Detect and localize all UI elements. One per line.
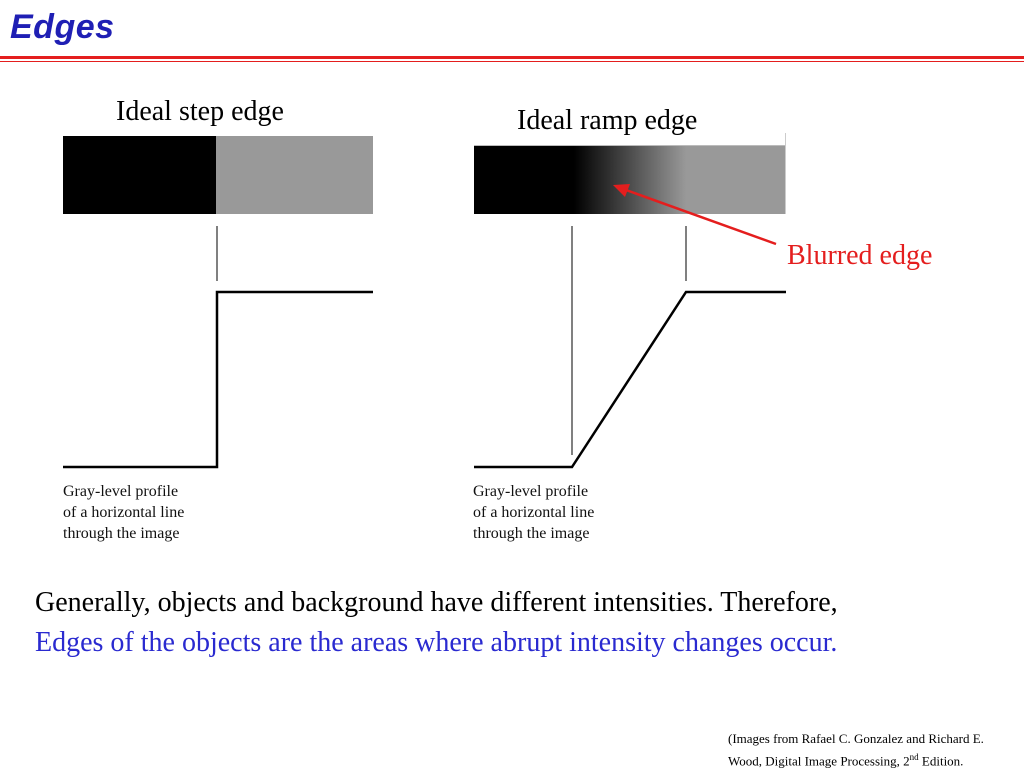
profile-caption-line: of a horizontal line xyxy=(63,504,185,521)
image-credit xyxy=(728,730,984,770)
credit-line-1: (Images from Rafael C. Gonzalez and Richard E. xyxy=(728,731,984,746)
step-edge-caption: Ideal step edge xyxy=(116,96,284,127)
credit-line-2-suffix: Edition. xyxy=(918,753,964,769)
ramp-edge-caption: Ideal ramp edge xyxy=(517,105,698,136)
ramp-profile-caption xyxy=(473,481,594,544)
blurred-edge-label: Blurred edge xyxy=(787,240,933,271)
slide-title: Edges xyxy=(10,8,115,46)
profile-caption-line: Gray-level profile xyxy=(473,483,589,500)
profile-caption-line: through the image xyxy=(473,525,590,542)
profile-caption-line: Gray-level profile xyxy=(63,483,179,500)
blurred-edge-arrowhead xyxy=(613,184,630,197)
step-profile-line xyxy=(63,292,373,467)
step-profile-caption xyxy=(63,481,184,544)
credit-line-2-prefix: Wood, Digital Image Processing, 2 xyxy=(728,753,910,769)
profile-caption-line: through the image xyxy=(63,525,180,542)
body-text-line-1: Generally, objects and background have different intensities. Therefore, xyxy=(35,587,838,618)
body-text-line-2: Edges of the objects are the areas where abrupt intensity changes occur. xyxy=(35,627,838,658)
blurred-edge-arrow xyxy=(626,190,776,244)
ramp-profile-line xyxy=(474,292,786,467)
profile-caption-line: of a horizontal line xyxy=(473,504,595,521)
credit-line-2 xyxy=(728,748,984,770)
credit-line-2-sup: nd xyxy=(909,752,919,762)
